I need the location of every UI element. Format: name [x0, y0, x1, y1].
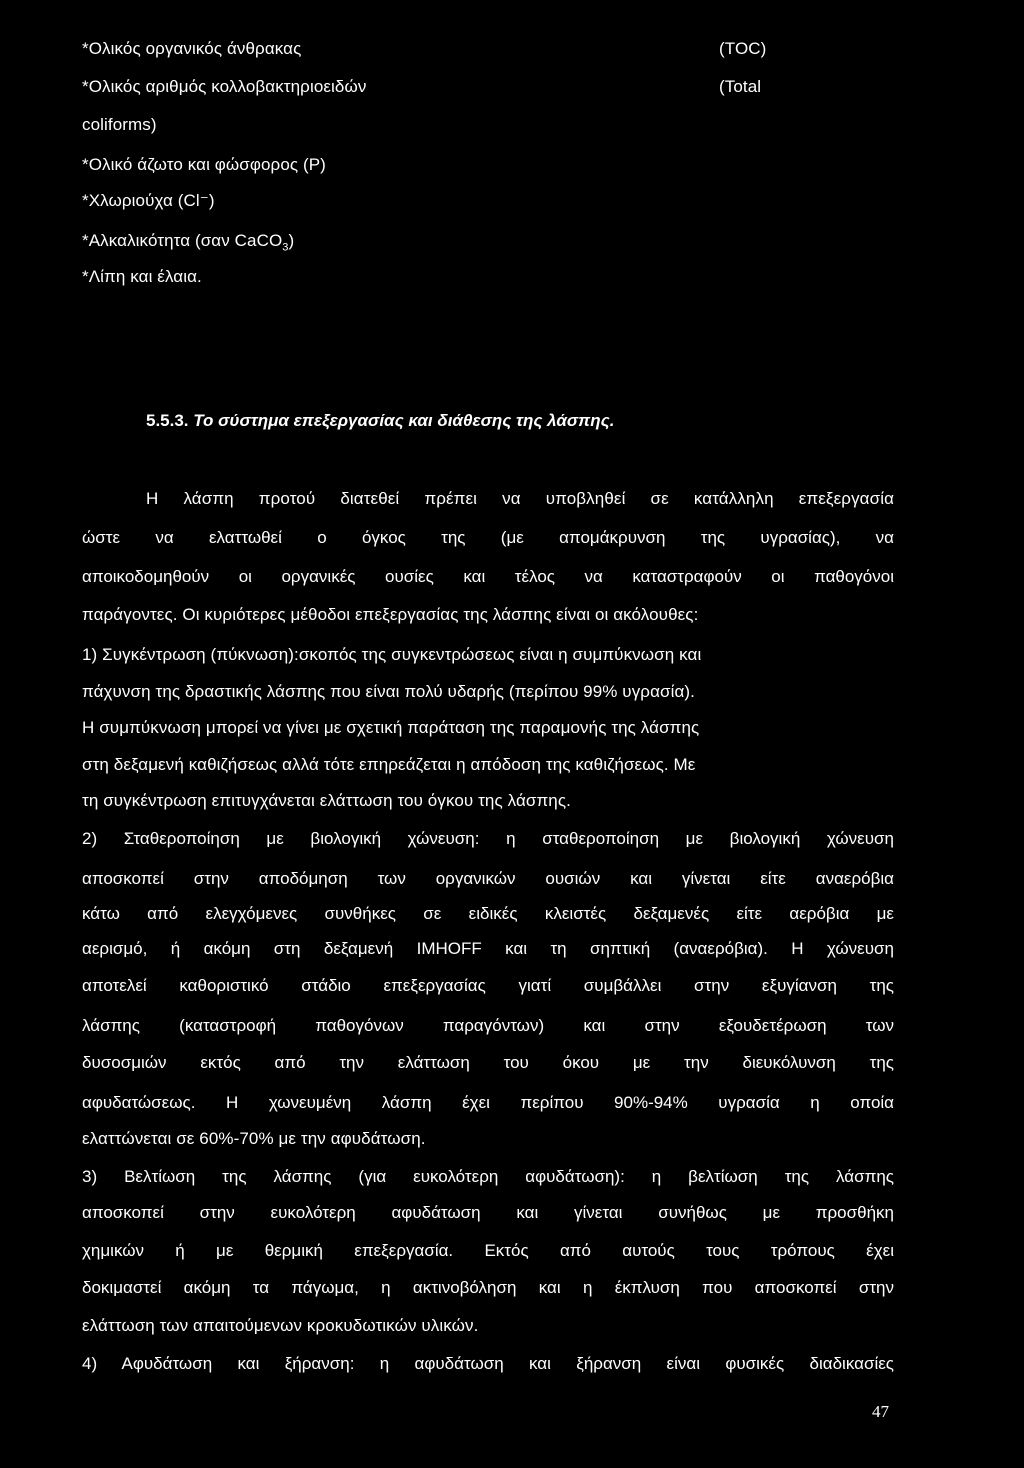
page-number: 47: [872, 1402, 889, 1421]
item-1-line-5: τη συγκέντρωση επιτυγχάνεται ελάττωση του όγκου της λάσπης.: [82, 791, 571, 810]
item-3-line-3: χημικών ή με θερμική επεξεργασία. Εκτός από αυτούς τους τρόπους έχει: [82, 1241, 894, 1260]
item-1-line-3: Η συμπύκνωση μπορεί να γίνει με σχετική παράταση της παραμονής της λάσπης: [82, 718, 700, 737]
para-intro-line-2: ώστε να ελαττωθεί ο όγκος της (με απομάκρυνση της υγρασίας), να: [82, 528, 894, 547]
section-number: 5.5.3.: [146, 411, 189, 430]
item-4-line-1: 4) Αφυδάτωση και ξήρανση: η αφυδάτωση και ξήρανση είναι φυσικές διαδικασίες: [82, 1354, 894, 1373]
param-coliforms-abbr-end: coliforms): [82, 115, 157, 134]
item-3-line-2: αποσκοπεί στην ευκολότερη αφυδάτωση και γίνεται συνήθως με προσθήκη: [82, 1203, 894, 1222]
item-3-line-1: 3) Βελτίωση της λάσπης (για ευκολότερη αφυδάτωση): η βελτίωση της λάσπης: [82, 1167, 894, 1186]
item-2-line-3: κάτω από ελεγχόμενες συνθήκες σε ειδικές κλειστές δεξαμενές είτε αερόβια με: [82, 904, 894, 923]
param-toc-abbr: (TOC): [719, 39, 767, 58]
item-2-line-4: αερισμό, ή ακόμη στη δεξαμενή IMHOFF και τη σηπτική (αναερόβια). Η χώνευση: [82, 939, 894, 958]
para-intro-line-4: παράγοντες. Οι κυριότερες μέθοδοι επεξεργασίας της λάσπης είναι οι ακόλουθες:: [82, 605, 699, 624]
param-alkalinity-subscript: 3: [282, 241, 289, 254]
param-toc-label: *Ολικός οργανικός άνθρακας: [82, 39, 302, 58]
param-fats: *Λίπη και έλαια.: [82, 267, 202, 286]
item-1-line-1: 1) Συγκέντρωση (πύκνωση):σκοπός της συγκεντρώσεως είναι η συμπύκνωση και: [82, 645, 702, 664]
item-1-line-4: στη δεξαμενή καθιζήσεως αλλά τότε επηρεάζεται η απόδοση της καθιζήσεως. Με: [82, 755, 696, 774]
param-coliforms-label: *Ολικός αριθμός κολλοβακτηριοειδών: [82, 77, 367, 96]
item-2-line-2: αποσκοπεί στην αποδόμηση των οργανικών ουσιών και γίνεται είτε αναερόβια: [82, 869, 894, 888]
param-nitrogen: *Ολικό άζωτο και φώσφορος (Ρ): [82, 155, 326, 174]
item-2-line-8: αφυδατώσεως. Η χωνευμένη λάσπη έχει περίπου 90%-94% υγρασία η οποία: [82, 1093, 894, 1112]
item-2-line-1: 2) Σταθεροποίηση με βιολογική χώνευση: η σταθεροποίηση με βιολογική χώνευση: [82, 829, 894, 848]
param-chlorides: *Χλωριούχα (Cl⁻): [82, 191, 215, 210]
param-coliforms-abbr: (Total: [719, 77, 762, 96]
item-2-line-5: αποτελεί καθοριστικό στάδιο επεξεργασίας γιατί συμβάλλει στην εξυγίανση της: [82, 976, 894, 995]
item-2-line-7: δυσοσμιών εκτός από την ελάττωση του όκου με την διευκόλυνση της: [82, 1053, 894, 1072]
para-intro-line-3: αποικοδομηθούν οι οργανικές ουσίες και τέλος να καταστραφούν οι παθογόνοι: [82, 567, 894, 586]
param-alkalinity-close: ): [288, 231, 295, 250]
item-3-line-4: δοκιμαστεί ακόμη τα πάγωμα, η ακτινοβόληση και η έκπλυση που αποσκοπεί στην: [82, 1278, 894, 1297]
item-1-line-2: πάχυνση της δραστικής λάσπης που είναι πολύ υδαρής (περίπου 99% υγρασία).: [82, 682, 695, 701]
para-intro-line-1: Η λάσπη προτού διατεθεί πρέπει να υποβληθεί σε κατάλληλη επεξεργασία: [146, 489, 894, 508]
section-title: Το σύστημα επεξεργασίας και διάθεσης της λάσπης.: [193, 411, 615, 430]
section-heading: [146, 410, 614, 432]
item-3-line-5: ελάττωση των απαιτούμενων κροκυδωτικών υλικών.: [82, 1316, 479, 1335]
param-alkalinity: [82, 230, 294, 258]
param-alkalinity-text: *Αλκαλικότητα (σαν CaCO: [82, 231, 283, 250]
item-2-line-6: λάσπης (καταστροφή παθογόνων παραγόντων) και στην εξουδετέρωση των: [82, 1016, 894, 1035]
item-2-line-9: ελαττώνεται σε 60%-70% με την αφυδάτωση.: [82, 1129, 426, 1148]
